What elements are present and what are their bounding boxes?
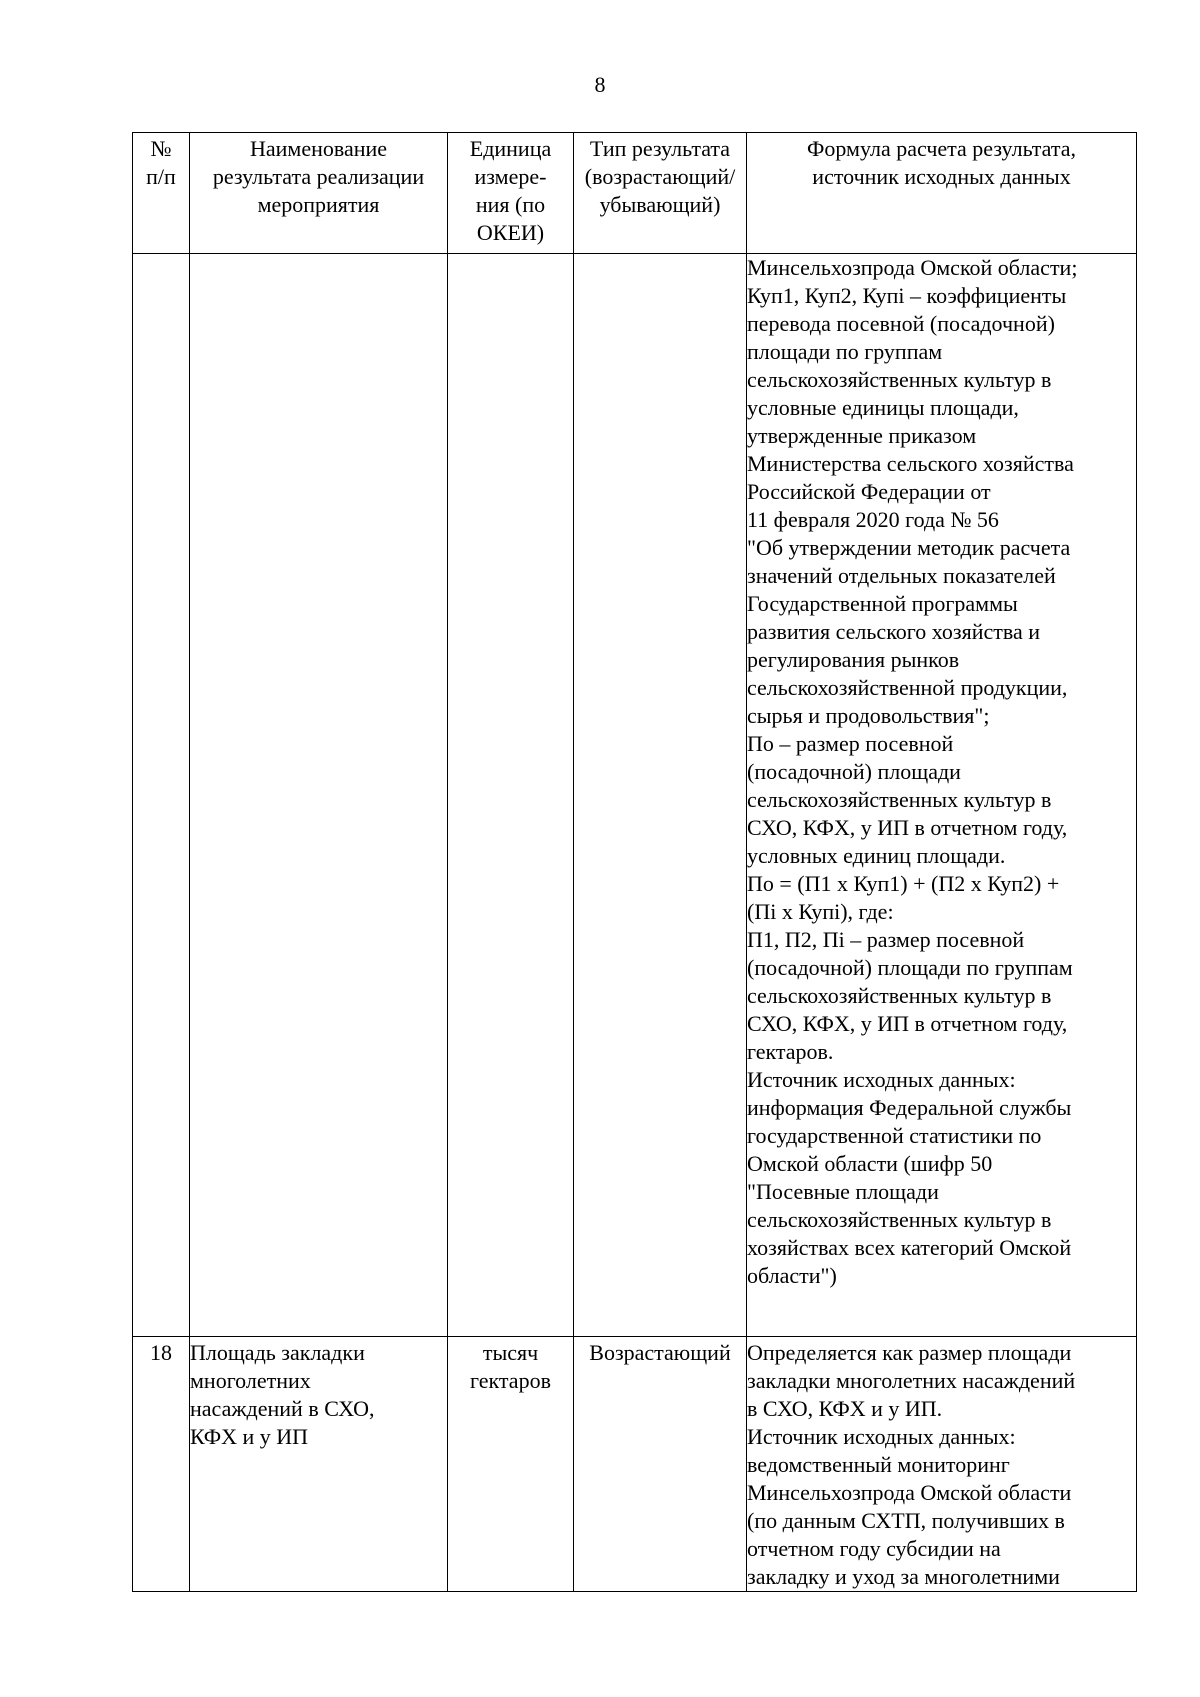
text-line: П1, П2, Пі – размер посевной xyxy=(747,927,1025,952)
text-line: Минсельхозпрода Омской области; xyxy=(747,255,1078,280)
text-line: гектаров xyxy=(470,1368,551,1393)
text-line: сельскохозяйственных культур в xyxy=(747,367,1052,392)
text-line: гектаров. xyxy=(747,1039,834,1064)
header-number: № п/п xyxy=(133,133,190,254)
table-row-18 xyxy=(133,1337,1137,1592)
text-line: информация Федеральной службы xyxy=(747,1095,1072,1120)
cell-result-type: Возрастающий xyxy=(574,1337,747,1592)
text-line: 11 февраля 2020 года № 56 xyxy=(747,507,999,532)
text-line: тысяч xyxy=(482,1340,539,1365)
page-number: 8 xyxy=(594,72,606,97)
text-line: сырья и продовольствия"; xyxy=(747,703,990,728)
cell-result-name xyxy=(190,1337,448,1592)
text-line: ведомственный мониторинг xyxy=(747,1452,1010,1477)
text-line: Минсельхозпрода Омской области xyxy=(747,1480,1072,1505)
text-line: "Об утверждении методик расчета xyxy=(747,535,1071,560)
cell-unit xyxy=(448,254,574,1337)
text-line: утвержденные приказом xyxy=(747,423,977,448)
text-line: сельскохозяйственных культур в xyxy=(747,983,1052,1008)
text-line: перевода посевной (посадочной) xyxy=(747,311,1055,336)
text-line: Омской области (шифр 50 xyxy=(747,1151,993,1176)
text-line: насаждений в СХО, xyxy=(190,1396,375,1421)
text-line: (Пі х Купі), где: xyxy=(747,899,894,924)
cell-number xyxy=(133,254,190,1337)
text-line: сельскохозяйственных культур в xyxy=(747,1207,1052,1232)
text-line: закладки многолетних насаждений xyxy=(747,1368,1076,1393)
text-line: Куп1, Куп2, Купі – коэффициенты xyxy=(747,283,1067,308)
text-line: "Посевные площади xyxy=(747,1179,939,1204)
text-line: области") xyxy=(747,1263,837,1288)
text-line: Российской Федерации от xyxy=(747,479,991,504)
text-line: площади по группам xyxy=(747,339,943,364)
cell-result-type xyxy=(574,254,747,1337)
text-line: Государственной программы xyxy=(747,591,1018,616)
table-header-row xyxy=(133,133,1137,254)
text-line: СХО, КФХ, у ИП в отчетном году, xyxy=(747,815,1068,840)
results-table xyxy=(132,132,1137,1592)
text-line: КФХ и у ИП xyxy=(190,1424,309,1449)
cell-formula xyxy=(747,1337,1137,1592)
text-line: закладку и уход за многолетними xyxy=(747,1564,1060,1589)
text-line: условных единиц площади. xyxy=(747,843,1006,868)
text-line: Источник исходных данных: xyxy=(747,1067,1016,1092)
text-line: (посадочной) площади xyxy=(747,759,961,784)
cell-unit xyxy=(448,1337,574,1592)
text-line: значений отдельных показателей xyxy=(747,563,1056,588)
text-line: (посадочной) площади по группам xyxy=(747,955,1073,980)
text-line: сельскохозяйственной продукции, xyxy=(747,675,1068,700)
text-line: регулирования рынков xyxy=(747,647,960,672)
cell-formula xyxy=(747,254,1137,1337)
text-line: СХО, КФХ, у ИП в отчетном году, xyxy=(747,1011,1068,1036)
text-line: государственной статистики по xyxy=(747,1123,1042,1148)
text-line: По – размер посевной xyxy=(747,731,954,756)
text-line: в СХО, КФХ и у ИП. xyxy=(747,1396,943,1421)
header-unit: Единица измере- ния (по ОКЕИ) xyxy=(448,133,574,254)
text-line: многолетних xyxy=(190,1368,311,1393)
header-result-type: Тип результата (возрастающий/ убывающий) xyxy=(574,133,747,254)
table-row-continuation xyxy=(133,254,1137,1337)
text-line: Площадь закладки xyxy=(190,1340,365,1365)
text-line: По = (П1 х Куп1) + (П2 х Куп2) + xyxy=(747,871,1060,896)
header-formula: Формула расчета результата, источник исходных данных xyxy=(747,133,1137,254)
cell-number: 18 xyxy=(133,1337,190,1592)
cell-result-name xyxy=(190,254,448,1337)
text-line: хозяйствах всех категорий Омской xyxy=(747,1235,1072,1260)
text-line: отчетном году субсидии на xyxy=(747,1536,1001,1561)
text-line: Министерства сельского хозяйства xyxy=(747,451,1074,476)
text-line: Определяется как размер площади xyxy=(747,1340,1072,1365)
text-line: Источник исходных данных: xyxy=(747,1424,1016,1449)
text-line: сельскохозяйственных культур в xyxy=(747,787,1052,812)
header-result-name: Наименование результата реализации мероприятия xyxy=(190,133,448,254)
text-line: условные единицы площади, xyxy=(747,395,1019,420)
text-line: развития сельского хозяйства и xyxy=(747,619,1041,644)
text-line: (по данным СХТП, получивших в xyxy=(747,1508,1065,1533)
